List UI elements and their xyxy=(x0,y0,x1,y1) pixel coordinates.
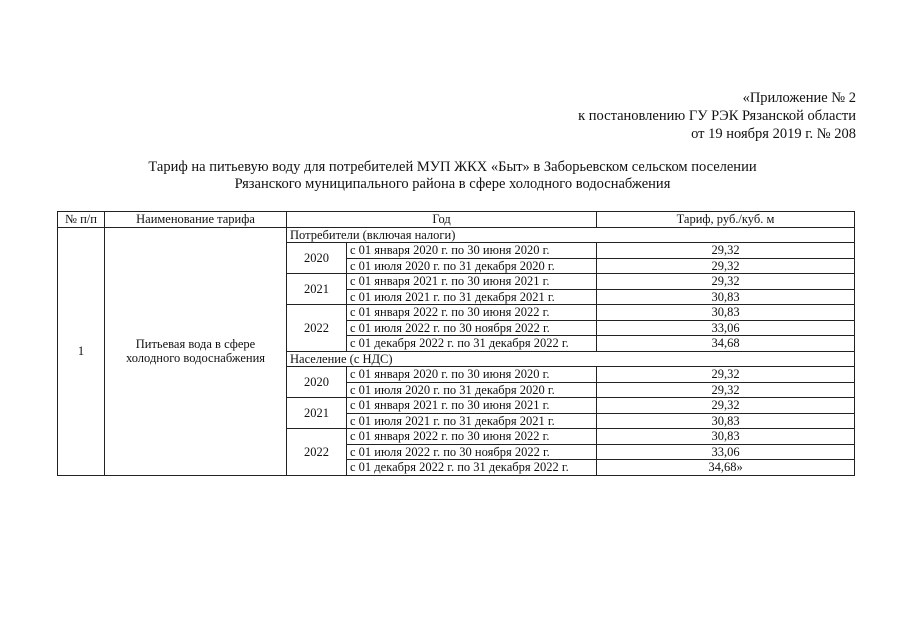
row-number: 1 xyxy=(58,227,105,475)
header-year: Год xyxy=(287,212,597,228)
tariff-name xyxy=(105,227,287,475)
year-cell: 2022 xyxy=(287,305,347,352)
annex-line-3: от 19 ноября 2019 г. № 208 xyxy=(691,126,856,142)
tariff-cell: 34,68» xyxy=(597,460,855,476)
group-label: Потребители (включая налоги) xyxy=(287,227,855,243)
table-header-row xyxy=(58,212,855,228)
tariff-cell: 29,32 xyxy=(597,367,855,383)
tariff-cell: 29,32 xyxy=(597,382,855,398)
tariff-cell: 29,32 xyxy=(597,243,855,259)
header-number: № п/п xyxy=(58,212,105,228)
tariff-table xyxy=(57,211,855,476)
document-title xyxy=(0,159,905,193)
period-cell: с 01 января 2021 г. по 30 июня 2021 г. xyxy=(347,274,597,290)
period-cell: с 01 июля 2022 г. по 30 ноября 2022 г. xyxy=(347,444,597,460)
tariff-cell: 34,68 xyxy=(597,336,855,352)
period-cell: с 01 июля 2020 г. по 31 декабря 2020 г. xyxy=(347,258,597,274)
tariff-cell: 33,06 xyxy=(597,320,855,336)
tariff-cell: 33,06 xyxy=(597,444,855,460)
period-cell: с 01 января 2020 г. по 30 июня 2020 г. xyxy=(347,367,597,383)
tariff-cell: 29,32 xyxy=(597,274,855,290)
year-cell: 2022 xyxy=(287,429,347,476)
year-cell: 2021 xyxy=(287,398,347,429)
period-cell: с 01 января 2022 г. по 30 июня 2022 г. xyxy=(347,429,597,445)
group-label: Население (с НДС) xyxy=(287,351,855,367)
annex-line-2: к постановлению ГУ РЭК Рязанской области xyxy=(578,108,856,124)
title-line-1: Тариф на питьевую воду для потребителей МУП ЖКХ «Быт» в Заборьевском сельском поселении xyxy=(148,159,757,175)
year-cell: 2020 xyxy=(287,367,347,398)
year-cell: 2020 xyxy=(287,243,347,274)
tariff-cell: 29,32 xyxy=(597,398,855,414)
annex-header xyxy=(578,89,856,143)
header-tariff-name: Наименование тарифа xyxy=(105,212,287,228)
period-cell: с 01 января 2021 г. по 30 июня 2021 г. xyxy=(347,398,597,414)
period-cell: с 01 июля 2021 г. по 31 декабря 2021 г. xyxy=(347,289,597,305)
period-cell: с 01 декабря 2022 г. по 31 декабря 2022 г. xyxy=(347,336,597,352)
tariff-cell: 30,83 xyxy=(597,413,855,429)
header-tariff-value: Тариф, руб./куб. м xyxy=(597,212,855,228)
table-row xyxy=(58,227,855,243)
tariff-name-line-2: холодного водоснабжения xyxy=(125,351,266,365)
period-cell: с 01 декабря 2022 г. по 31 декабря 2022 г. xyxy=(347,460,597,476)
annex-line-1: «Приложение № 2 xyxy=(742,90,856,106)
tariff-cell: 30,83 xyxy=(597,305,855,321)
title-line-2: Рязанского муниципального района в сфере холодного водоснабжения xyxy=(234,176,671,192)
period-cell: с 01 июля 2020 г. по 31 декабря 2020 г. xyxy=(347,382,597,398)
period-cell: с 01 июля 2021 г. по 31 декабря 2021 г. xyxy=(347,413,597,429)
tariff-cell: 30,83 xyxy=(597,429,855,445)
year-cell: 2021 xyxy=(287,274,347,305)
tariff-cell: 30,83 xyxy=(597,289,855,305)
tariff-cell: 29,32 xyxy=(597,258,855,274)
period-cell: с 01 января 2022 г. по 30 июня 2022 г. xyxy=(347,305,597,321)
period-cell: с 01 июля 2022 г. по 30 ноября 2022 г. xyxy=(347,320,597,336)
tariff-name-line-1: Питьевая вода в сфере xyxy=(135,337,256,351)
period-cell: с 01 января 2020 г. по 30 июня 2020 г. xyxy=(347,243,597,259)
